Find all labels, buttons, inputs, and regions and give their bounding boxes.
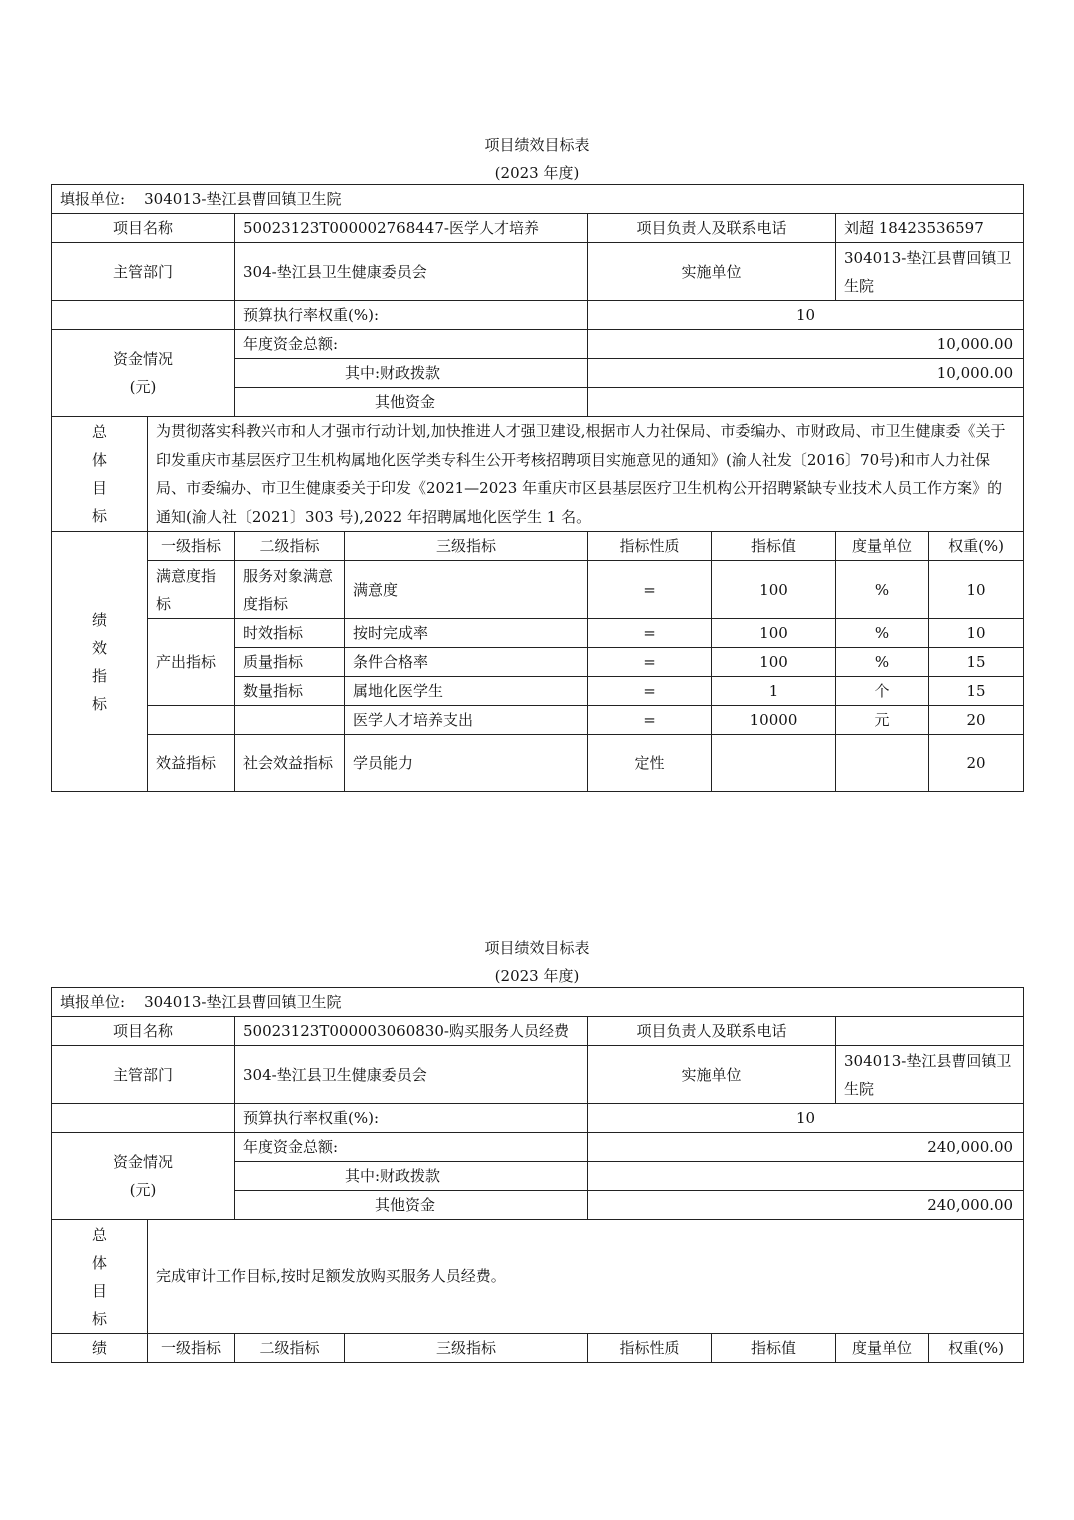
- indicator-value: 1: [712, 677, 836, 706]
- annual-total-label: 年度资金总额:: [235, 330, 588, 359]
- fund-label: 资金情况: [112, 350, 173, 368]
- indicator-weight: 10: [929, 619, 1024, 648]
- indicator-nature: =: [588, 677, 712, 706]
- goal-text: 为贯彻落实科教兴市和人才强市行动计划,加快推进人才强卫建设,根据市人力社保局、市委编办、市财政局、市卫生健康委《关于印发重庆市基层医疗卫生机构属地化医学类专科生公开考核招聘项目实施意见的通知》(渝人社发〔2016〕70号)和市人力社保局、市委编办、市卫生健康委关于印发《2021—2023 年重庆市区县基层医疗卫生机构公开招聘紧缺专业技术人员工作方案》的通知(渝人社〔2021〕303 号),2022 年招聘属地化医学生 1 名。: [148, 417, 1024, 532]
- goal-label-char: 体: [91, 1253, 107, 1272]
- indicator-value: [712, 735, 836, 792]
- project-name-value: 50023123T000003060830-购买服务人员经费: [235, 1017, 588, 1046]
- header-value: 指标值: [712, 532, 836, 561]
- filing-unit-value: 304013-垫江县曹回镇卫生院: [144, 190, 342, 208]
- budget-weight-value: 10: [588, 1104, 1024, 1133]
- indicator-weight: 15: [929, 677, 1024, 706]
- header-l1: 一级指标: [148, 532, 235, 561]
- annual-total-value: 10,000.00: [588, 330, 1024, 359]
- indicator-weight: 20: [929, 706, 1024, 735]
- header-unit: 度量单位: [836, 532, 929, 561]
- indicator-l3: 条件合格率: [345, 648, 588, 677]
- header-nature: 指标性质: [588, 532, 712, 561]
- perf-label-char: 效: [91, 638, 107, 657]
- indicator-unit: %: [836, 561, 929, 619]
- contact-label: 项目负责人及联系电话: [588, 214, 836, 243]
- goal-label-char: 目: [91, 1281, 107, 1300]
- annual-total-value: 240,000.00: [588, 1133, 1024, 1162]
- performance-table: [51, 987, 1024, 1363]
- dept-value: 304-垫江县卫生健康委员会: [235, 243, 588, 301]
- indicator-unit: 元: [836, 706, 929, 735]
- dept-label: 主管部门: [52, 1046, 235, 1104]
- project-name-value: 50023123T000002768447-医学人才培养: [235, 214, 588, 243]
- header-nature: 指标性质: [588, 1334, 712, 1363]
- other-value: [588, 388, 1024, 417]
- fund-label: 资金情况: [112, 1153, 173, 1171]
- project-name-label: 项目名称: [52, 1017, 235, 1046]
- budget-weight-label: 预算执行率权重(%):: [235, 1104, 588, 1133]
- goal-label: [52, 417, 148, 532]
- header-unit: 度量单位: [836, 1334, 929, 1363]
- fiscal-label: 其中:财政拨款: [235, 359, 588, 388]
- contact-value: 刘超 18423536597: [836, 214, 1024, 243]
- performance-table: [51, 184, 1024, 792]
- indicator-unit: %: [836, 648, 929, 677]
- other-label: 其他资金: [235, 1191, 588, 1220]
- filing-unit-row: [52, 185, 1024, 214]
- fiscal-value: 10,000.00: [588, 359, 1024, 388]
- fiscal-label: 其中:财政拨款: [235, 1162, 588, 1191]
- form-year: (2023 年度): [494, 164, 580, 182]
- filing-unit-label: 填报单位:: [60, 190, 126, 208]
- header-l1: 一级指标: [148, 1334, 235, 1363]
- dept-value: 304-垫江县卫生健康委员会: [235, 1046, 588, 1104]
- indicator-l3: 属地化医学生: [345, 677, 588, 706]
- dept-label: 主管部门: [52, 243, 235, 301]
- goal-label-char: 标: [91, 507, 107, 525]
- blank-cell: [52, 301, 235, 330]
- indicator-nature: =: [588, 706, 712, 735]
- header-l2: 二级指标: [235, 1334, 345, 1363]
- indicator-value: 10000: [712, 706, 836, 735]
- impl-value: 304013-垫江县曹回镇卫生院: [836, 243, 1024, 301]
- impl-value: 304013-垫江县曹回镇卫生院: [836, 1046, 1024, 1104]
- performance-form-1: [51, 136, 1023, 792]
- indicator-l3: 满意度: [345, 561, 588, 619]
- indicator-l1: [148, 706, 235, 735]
- goal-label-char: 总: [91, 423, 107, 441]
- budget-weight-value: 10: [588, 301, 1024, 330]
- indicator-value: 100: [712, 648, 836, 677]
- header-value: 指标值: [712, 1334, 836, 1363]
- impl-label: 实施单位: [588, 1046, 836, 1104]
- indicator-nature: 定性: [588, 735, 712, 792]
- contact-label: 项目负责人及联系电话: [588, 1017, 836, 1046]
- goal-label-char: 体: [91, 451, 107, 469]
- table-row: [52, 735, 1024, 792]
- indicator-nature: =: [588, 561, 712, 619]
- table-row: [52, 706, 1024, 735]
- perf-label: 绩: [52, 1334, 148, 1363]
- other-label: 其他资金: [235, 388, 588, 417]
- indicator-weight: 20: [929, 735, 1024, 792]
- indicator-nature: =: [588, 619, 712, 648]
- indicator-nature: =: [588, 648, 712, 677]
- indicator-unit: 个: [836, 677, 929, 706]
- indicator-l2: 质量指标: [235, 648, 345, 677]
- fund-unit: (元): [129, 1181, 157, 1199]
- indicator-l2: 数量指标: [235, 677, 345, 706]
- header-weight: 权重(%): [929, 532, 1024, 561]
- header-l2: 二级指标: [235, 532, 345, 561]
- form-year: (2023 年度): [494, 967, 580, 985]
- indicator-l2: 服务对象满意度指标: [235, 561, 345, 619]
- indicator-l2: [235, 706, 345, 735]
- indicator-l1: 产出指标: [148, 619, 235, 706]
- filing-unit-value: 304013-垫江县曹回镇卫生院: [144, 993, 342, 1011]
- indicator-weight: 10: [929, 561, 1024, 619]
- filing-unit-label: 填报单位:: [60, 993, 126, 1011]
- fiscal-value: [588, 1162, 1024, 1191]
- perf-label-char: 指: [91, 666, 107, 685]
- header-l3: 三级指标: [345, 1334, 588, 1363]
- goal-label-char: 总: [91, 1225, 107, 1244]
- annual-total-label: 年度资金总额:: [235, 1133, 588, 1162]
- indicator-unit: [836, 735, 929, 792]
- table-row: [52, 561, 1024, 619]
- header-l3: 三级指标: [345, 532, 588, 561]
- indicator-value: 100: [712, 561, 836, 619]
- form-title: 项目绩效目标表: [484, 939, 590, 957]
- blank-cell: [52, 1104, 235, 1133]
- perf-label-char: 标: [91, 694, 107, 713]
- goal-label-char: 标: [91, 1309, 107, 1328]
- indicator-unit: %: [836, 619, 929, 648]
- filing-unit-row: [52, 988, 1024, 1017]
- perf-label-char: 绩: [91, 610, 107, 629]
- goal-text: 完成审计工作目标,按时足额发放购买服务人员经费。: [148, 1220, 1024, 1334]
- indicator-l1: 效益指标: [148, 735, 235, 792]
- indicator-l3: 学员能力: [345, 735, 588, 792]
- budget-weight-label: 预算执行率权重(%):: [235, 301, 588, 330]
- table-row: [52, 619, 1024, 648]
- indicator-l1: 满意度指标: [148, 561, 235, 619]
- form-title: 项目绩效目标表: [484, 136, 590, 154]
- fund-label-cell: [52, 330, 235, 417]
- perf-label: [52, 532, 148, 792]
- goal-label: [52, 1220, 148, 1334]
- impl-label: 实施单位: [588, 243, 836, 301]
- indicator-value: 100: [712, 619, 836, 648]
- fund-label-cell: [52, 1133, 235, 1220]
- other-value: 240,000.00: [588, 1191, 1024, 1220]
- fund-unit: (元): [129, 378, 157, 396]
- performance-form-2: [51, 939, 1023, 1363]
- contact-value: [836, 1017, 1024, 1046]
- project-name-label: 项目名称: [52, 214, 235, 243]
- header-weight: 权重(%): [929, 1334, 1024, 1363]
- indicator-weight: 15: [929, 648, 1024, 677]
- indicator-l3: 医学人才培养支出: [345, 706, 588, 735]
- indicator-l2: 时效指标: [235, 619, 345, 648]
- indicator-l2: 社会效益指标: [235, 735, 345, 792]
- goal-label-char: 目: [91, 479, 107, 497]
- indicator-l3: 按时完成率: [345, 619, 588, 648]
